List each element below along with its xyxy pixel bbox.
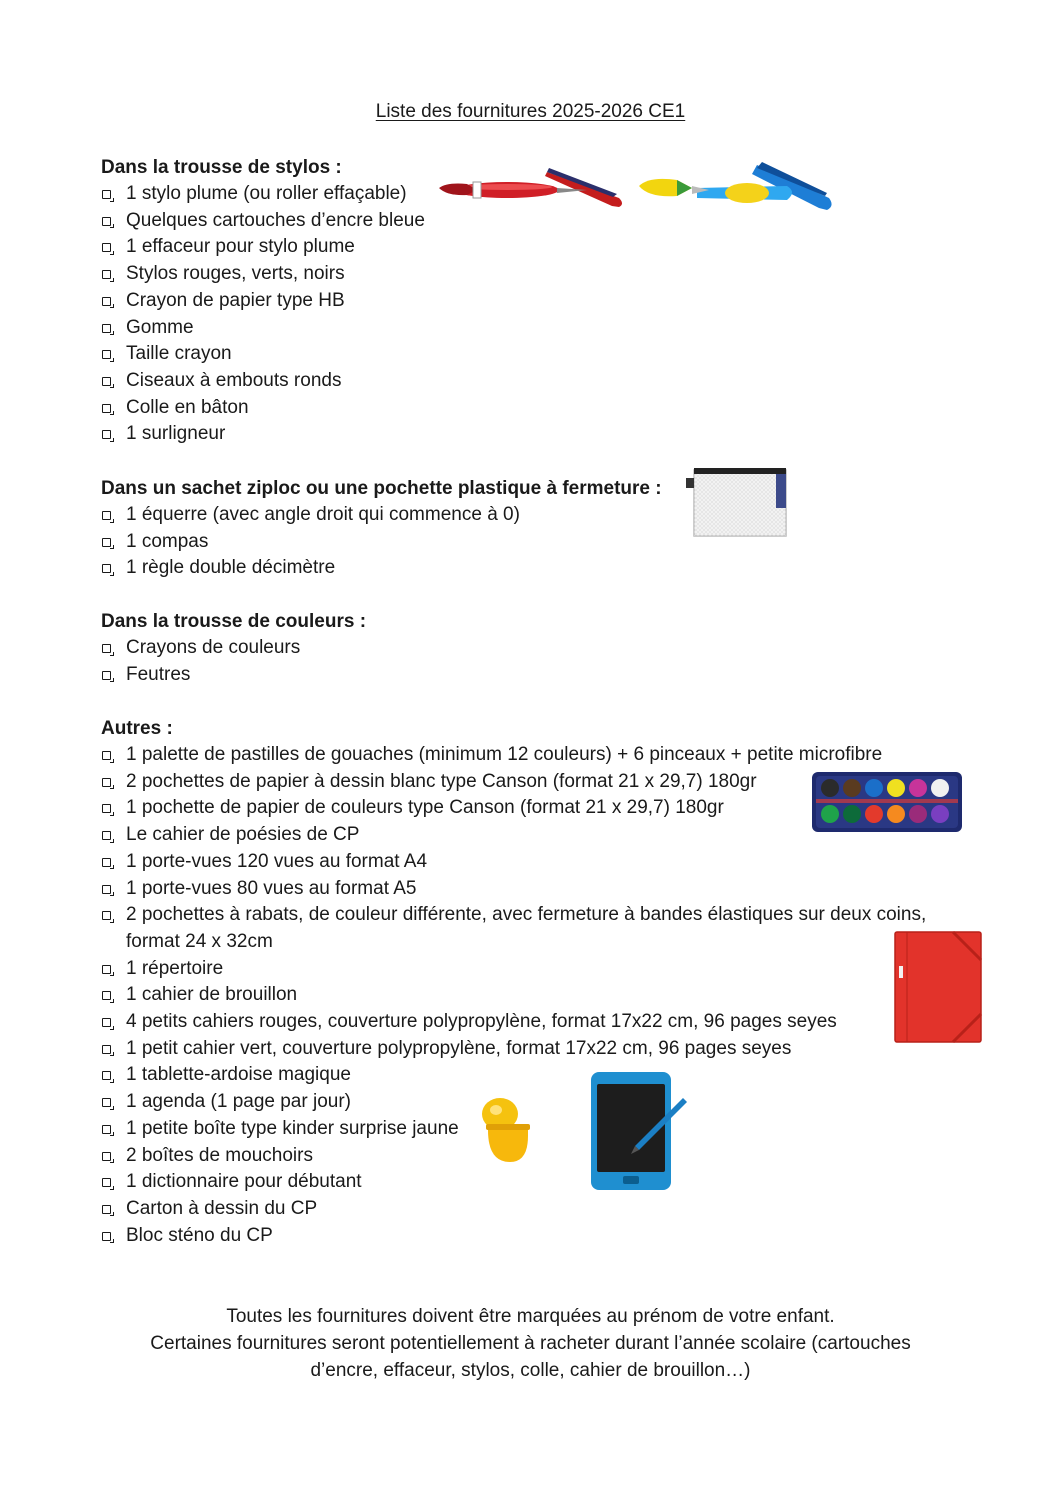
section-heading: Dans la trousse de stylos :: [101, 157, 342, 178]
checkbox-icon: [102, 1071, 111, 1080]
list-item-label: 1 agenda (1 page par jour): [126, 1091, 351, 1113]
list-item-label: Stylos rouges, verts, noirs: [126, 263, 345, 285]
page-title: Liste des fournitures 2025-2026 CE1: [375, 101, 686, 122]
checkbox-icon: [102, 671, 111, 680]
checklist: [101, 635, 981, 688]
list-item: [101, 1036, 961, 1063]
list-item: [101, 234, 981, 261]
list-item: [101, 395, 981, 422]
list-item: [101, 635, 981, 662]
checkbox-icon: [102, 1045, 111, 1054]
list-item-label: 2 pochettes à rabats, de couleur différente, avec fermeture à bandes élastiques sur deux coins, format 24 x 32cm: [126, 904, 927, 952]
checkbox-icon: [102, 751, 111, 760]
list-item-label: 1 stylo plume (ou roller effaçable): [126, 183, 407, 204]
list-item-label: 4 petits cahiers rouges, couverture polypropylène, format 17x22 cm, 96 pages seyes: [126, 1011, 837, 1033]
list-item-label: 2 boîtes de mouchoirs: [126, 1144, 313, 1166]
list-item-label: 1 compas: [126, 530, 209, 552]
red-folder-icon: [893, 930, 983, 1044]
checklist: [101, 502, 981, 582]
list-item-label: 1 équerre (avec angle droit qui commence à 0): [126, 504, 520, 525]
list-item: [101, 849, 961, 876]
checkbox-icon: [102, 564, 111, 573]
list-item-label: 1 petit cahier vert, couverture polypropylène, format 17x22 cm, 96 pages seyes: [126, 1037, 792, 1059]
fountain-pen-yellow-icon: [637, 160, 837, 215]
section-couleurs: [101, 608, 981, 688]
list-item: [101, 261, 981, 288]
list-item-label: 1 porte-vues 120 vues au format A4: [126, 850, 428, 872]
checkbox-icon: [102, 911, 111, 920]
list-item: [101, 502, 981, 529]
list-item-label: Le cahier de poésies de CP: [126, 824, 360, 846]
checkbox-icon: [102, 1152, 111, 1161]
list-item-label: Feutres: [126, 663, 191, 685]
checkbox-icon: [102, 511, 111, 520]
list-item-label: 1 cahier de brouillon: [126, 984, 298, 1006]
zipper-pouch-icon: [686, 464, 792, 538]
list-item: [101, 1062, 961, 1089]
list-item: [101, 982, 961, 1009]
list-item-label: 1 petite boîte type kinder surprise jaune: [126, 1117, 459, 1139]
list-item: [101, 315, 981, 342]
checkbox-icon: [102, 430, 111, 439]
list-item: [101, 1196, 961, 1223]
checkbox-icon: [102, 1205, 111, 1214]
checkbox-icon: [102, 804, 111, 813]
list-item-label: Colle en bâton: [126, 396, 249, 418]
list-item-label: Gomme: [126, 316, 194, 338]
footer-line: Certaines fournitures seront potentiellement à racheter durant l’année scolaire (cartouches d’encre, effaceur, stylos, colle, cahier de brouillon…): [150, 1333, 911, 1381]
list-item: [101, 902, 961, 955]
checkbox-icon: [102, 1018, 111, 1027]
list-item-label: Taille crayon: [126, 343, 232, 365]
list-item-label: 1 palette de pastilles de gouaches (minimum 12 couleurs) + 6 pinceaux + petite microfibre: [126, 744, 883, 765]
checkbox-icon: [102, 377, 111, 386]
list-item-label: Ciseaux à embouts ronds: [126, 369, 342, 391]
fountain-pen-red-icon: [437, 160, 627, 212]
list-item: [101, 288, 981, 315]
list-item: [101, 421, 981, 448]
list-item-label: 1 règle double décimètre: [126, 557, 336, 579]
footer-line: Toutes les fournitures doivent être marquées au prénom de votre enfant.: [226, 1306, 835, 1327]
list-item-label: 1 dictionnaire pour débutant: [126, 1171, 362, 1193]
list-item-label: 2 pochettes de papier à dessin blanc type Canson (format 21 x 29,7) 180gr: [126, 770, 757, 792]
checkbox-icon: [102, 297, 111, 306]
checkbox-icon: [102, 1125, 111, 1134]
checkbox-icon: [102, 991, 111, 1000]
checkbox-icon: [102, 243, 111, 252]
list-item: [101, 742, 961, 769]
list-item-label: Carton à dessin du CP: [126, 1197, 318, 1219]
list-item-label: 1 effaceur pour stylo plume: [126, 236, 355, 258]
list-item-label: Crayons de couleurs: [126, 637, 301, 658]
list-item-label: Crayon de papier type HB: [126, 289, 345, 311]
lcd-tablet-icon: [585, 1068, 691, 1196]
section-heading: Autres :: [101, 718, 173, 739]
checkbox-icon: [102, 404, 111, 413]
checkbox-icon: [102, 324, 111, 333]
list-item: [101, 662, 981, 689]
list-item-label: 1 répertoire: [126, 957, 224, 979]
footer-note: [120, 1303, 941, 1384]
list-item: [101, 956, 961, 983]
list-item: [101, 555, 981, 582]
checkbox-icon: [102, 885, 111, 894]
yellow-box-icon: [474, 1096, 532, 1168]
section-heading: Dans un sachet ziploc ou une pochette plastique à fermeture :: [101, 478, 662, 499]
list-item-label: Bloc sténo du CP: [126, 1224, 273, 1246]
list-item: [101, 368, 981, 395]
list-item: [101, 1009, 961, 1036]
checklist: [101, 181, 981, 448]
checkbox-icon: [102, 1098, 111, 1107]
checkbox-icon: [102, 778, 111, 787]
list-item: [101, 1169, 961, 1196]
section-heading: Dans la trousse de couleurs :: [101, 611, 367, 632]
checkbox-icon: [102, 1232, 111, 1241]
checkbox-icon: [102, 350, 111, 359]
list-item-label: 1 pochette de papier de couleurs type Canson (format 21 x 29,7) 180gr: [126, 797, 724, 819]
checkbox-icon: [102, 644, 111, 653]
list-item: [101, 529, 981, 556]
checkbox-icon: [102, 538, 111, 547]
checkbox-icon: [102, 190, 111, 199]
checkbox-icon: [102, 858, 111, 867]
list-item-label: 1 porte-vues 80 vues au format A5: [126, 877, 417, 899]
list-item: [101, 1223, 961, 1250]
checkbox-icon: [102, 831, 111, 840]
checkbox-icon: [102, 965, 111, 974]
checkbox-icon: [102, 1178, 111, 1187]
list-item-label: 1 tablette-ardoise magique: [126, 1064, 351, 1086]
section-sachet: [101, 475, 981, 582]
gouache-palette-icon: [808, 768, 966, 836]
list-item-label: 1 surligneur: [126, 423, 226, 445]
checkbox-icon: [102, 270, 111, 279]
list-item: [101, 341, 981, 368]
checkbox-icon: [102, 217, 111, 226]
list-item: [101, 876, 961, 903]
list-item-label: Quelques cartouches d’encre bleue: [126, 209, 425, 231]
